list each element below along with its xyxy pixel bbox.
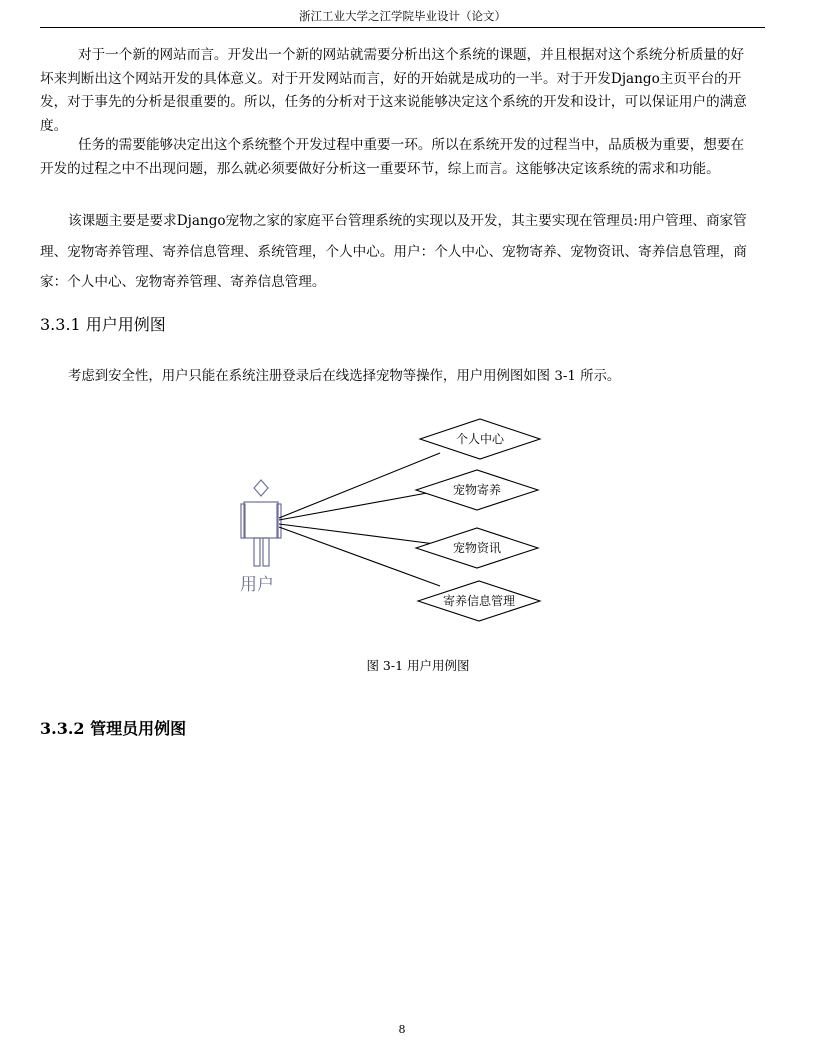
association-line-1: [279, 453, 440, 518]
paragraph-2: 任务的需要能够决定出这个系统整个开发过程中重要一环。所以在系统开发的过程当中，品质极为重要，想要在开发的过程之中不出现问题，那么就必须要做好分析这一重要环节，综上而言。这能够决定该系统的需求和功能。: [40, 137, 745, 177]
use-case-shapes: [416, 419, 540, 621]
paragraph-3: 该课题主要是要求Django宠物之家的家庭平台管理系统的实现以及开发，其主要实现在管理员:用户管理、商家管 理、宠物寄养管理、寄养信息管理、系统管理，个人中心。用户：个人中心、宠物寄养、宠物资讯、寄养信息管理，商家：个人中心、宠物寄养管理、寄养信息管理。: [40, 213, 761, 290]
section-heading-3-3-2: 3.3.2 管理员用例图: [40, 719, 187, 738]
use-case-label-3: 宠物资讯: [452, 541, 502, 555]
actor-figure: [241, 480, 281, 566]
paragraph-1: 对于一个新的网站而言。开发出一个新的网站就需要分析出这个系统的课题，并且根据对这个系统分析质量的好坏来判断出这个网站开发的具体意义。对于开发网站而言，好的开始就是成功的一半。对于开发Django主页平台的开发，对于事先的分析是很重要的。所以，任务的分析对于这来说能够决定这个系统的开发和设计，可以保证用户的满意度。: [40, 47, 747, 134]
user-use-case-diagram: [230, 414, 560, 629]
association-line-3: [279, 524, 435, 544]
actor-left-leg: [254, 538, 260, 566]
association-lines: [279, 453, 440, 586]
actor-label: 用户: [240, 575, 274, 595]
actor-body: [244, 502, 278, 538]
header-title: 浙江工业大学之江学院毕业设计（论文）: [299, 9, 506, 23]
page-number: 8: [398, 1023, 406, 1036]
association-line-4: [279, 527, 440, 586]
use-case-label-4: 寄养信息管理: [442, 594, 516, 608]
association-line-2: [279, 491, 438, 520]
figure-caption: 图 3-1 用户用例图: [366, 658, 470, 673]
use-case-label-2: 宠物寄养: [452, 483, 502, 497]
section-heading-3-3-1: 3.3.1 用户用例图: [40, 315, 166, 334]
use-case-label-1: 个人中心: [455, 432, 505, 446]
actor-right-leg: [263, 538, 269, 566]
page-header: [40, 8, 765, 28]
actor-head-diamond: [254, 480, 268, 496]
section-3-3-1-text: 考虑到安全性，用户只能在系统注册登录后在线选择宠物等操作，用户用例图如图 3-1 所示。: [68, 369, 621, 384]
